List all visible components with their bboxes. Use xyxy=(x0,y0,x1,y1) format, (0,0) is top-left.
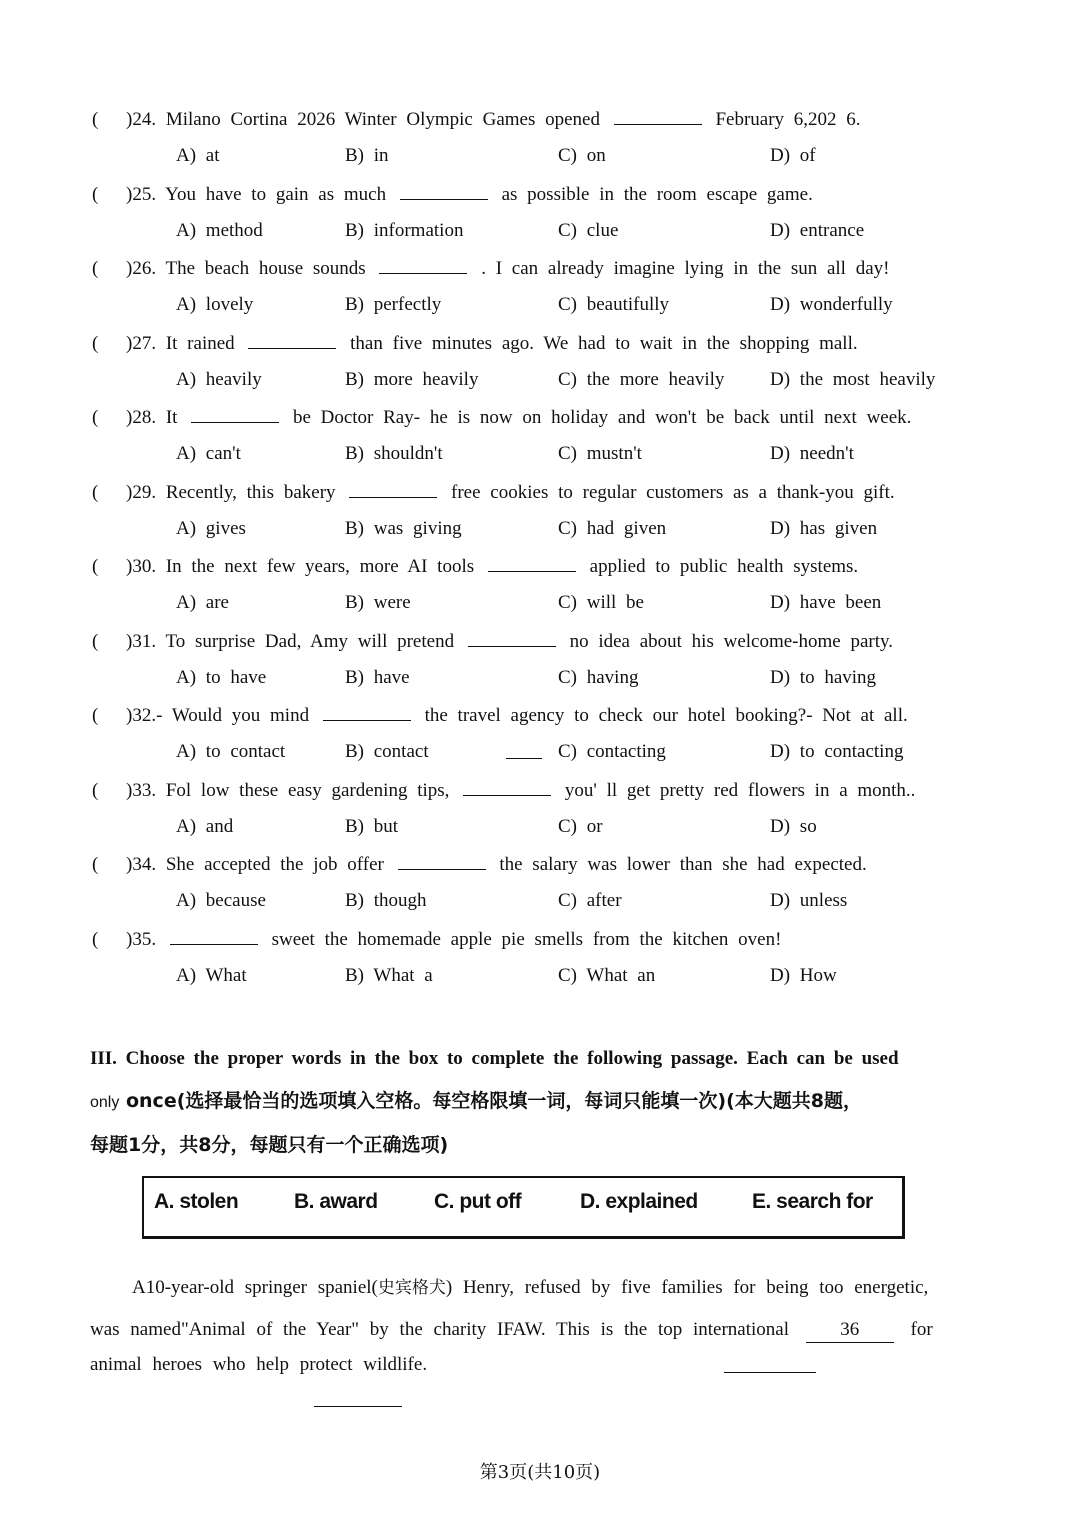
option-d[interactable]: D) entrance xyxy=(770,219,865,241)
answer-blank[interactable] xyxy=(400,183,488,200)
option-b[interactable]: B) shouldn't xyxy=(345,443,443,464)
page-footer: 第3页(共10页) xyxy=(479,1462,601,1483)
question-text-after: be Doctor Ray- he is now on holiday and won't be back until next week. xyxy=(292,407,912,428)
answer-blank[interactable] xyxy=(248,332,336,349)
section-3-only: only xyxy=(90,1094,120,1111)
stray-underline xyxy=(314,1406,402,1407)
answer-paren-close: ) xyxy=(126,779,133,801)
question-text-after: you' ll get pretty red flowers in a month.. xyxy=(564,779,916,801)
question-item xyxy=(0,555,1080,629)
option-c[interactable]: C) had given xyxy=(558,517,667,539)
answer-paren-open[interactable]: ( xyxy=(92,332,99,354)
option-c[interactable]: C) having xyxy=(558,666,639,688)
option-d[interactable]: D) of xyxy=(770,145,816,166)
passage-line-2 xyxy=(90,1318,970,1343)
answer-blank[interactable] xyxy=(463,779,551,796)
option-d[interactable]: D) needn't xyxy=(770,443,854,464)
stray-underline xyxy=(724,1372,816,1373)
option-a[interactable]: A) at xyxy=(176,145,220,166)
question-item xyxy=(0,481,1080,555)
option-c[interactable]: C) will be xyxy=(558,592,644,613)
answer-paren-close: ) xyxy=(126,705,133,726)
option-b[interactable]: B) were xyxy=(345,592,411,613)
option-a[interactable]: A) heavily xyxy=(176,368,262,390)
answer-paren-close: ) xyxy=(126,630,133,652)
question-number: 29. xyxy=(132,481,157,503)
answer-paren-open[interactable]: ( xyxy=(92,481,99,503)
answer-blank[interactable] xyxy=(349,481,437,498)
answer-paren-open[interactable]: ( xyxy=(92,258,99,279)
passage-text: A10-year-old springer spaniel( xyxy=(132,1277,378,1298)
question-text-before: She accepted the job offer xyxy=(165,854,384,875)
question-text-after: free cookies to regular customers as a thank-you gift. xyxy=(451,481,895,503)
question-number: 24. xyxy=(132,109,157,130)
question-text-after: February 6,202 6. xyxy=(715,109,861,130)
option-b[interactable]: B) information xyxy=(345,219,464,241)
answer-blank[interactable] xyxy=(323,704,411,721)
question-stem xyxy=(92,630,893,654)
question-stem xyxy=(92,928,781,952)
question-text-before: The beach house sounds xyxy=(165,258,366,279)
option-a[interactable]: A) method xyxy=(176,219,263,241)
question-number: 34. xyxy=(132,854,157,875)
question-stem xyxy=(92,853,867,877)
option-b[interactable]: B) in xyxy=(345,145,389,166)
question-item xyxy=(0,853,1080,927)
stray-underline xyxy=(506,758,542,759)
option-c[interactable]: C) mustn't xyxy=(558,443,642,464)
option-b[interactable]: B) more heavily xyxy=(345,368,479,390)
question-number: 26. xyxy=(132,258,157,279)
word-option-d: D. explained xyxy=(580,1190,698,1213)
question-text-before: It rained xyxy=(165,332,235,354)
answer-paren-open[interactable]: ( xyxy=(92,630,99,652)
option-a[interactable]: A) are xyxy=(176,592,229,613)
passage-line-3 xyxy=(90,1353,970,1377)
option-b[interactable]: B) though xyxy=(345,890,427,911)
passage-line-1 xyxy=(132,1276,1012,1300)
answer-blank[interactable] xyxy=(170,928,258,945)
question-item xyxy=(0,108,1080,182)
question-text-before: Recently, this bakery xyxy=(165,481,336,503)
option-a[interactable]: A) because xyxy=(176,890,266,911)
option-a[interactable]: A) and xyxy=(176,815,234,837)
question-number: 25. xyxy=(132,183,157,205)
question-number: 32.- xyxy=(132,705,163,726)
answer-blank[interactable] xyxy=(191,406,279,423)
question-item xyxy=(0,257,1080,331)
word-option-b: B. award xyxy=(294,1190,378,1213)
answer-paren-close: ) xyxy=(126,258,133,279)
option-d[interactable]: D) the most heavily xyxy=(770,368,936,390)
answer-paren-open[interactable]: ( xyxy=(92,854,99,875)
option-d[interactable]: D) to having xyxy=(770,666,877,688)
question-stem xyxy=(92,704,908,728)
option-d[interactable]: D) to contacting xyxy=(770,741,904,762)
option-d[interactable]: D) How xyxy=(770,964,837,986)
option-c[interactable]: C) or xyxy=(558,815,603,837)
option-b[interactable]: B) have xyxy=(345,666,410,688)
passage-text: for xyxy=(910,1319,933,1340)
question-text-before: Milano Cortina 2026 Winter Olympic Games opened xyxy=(165,109,600,130)
option-a[interactable]: A) gives xyxy=(176,517,246,539)
question-stem xyxy=(92,406,911,430)
answer-paren-open[interactable]: ( xyxy=(92,705,99,726)
question-text-after: . I can already imagine lying in the sun all day! xyxy=(481,258,890,279)
question-item xyxy=(0,779,1080,853)
answer-blank[interactable] xyxy=(614,108,702,125)
answer-paren-close: ) xyxy=(126,183,133,205)
section-3-title: III. Choose the proper words in the box to complete the following passage. Each can be used xyxy=(90,1048,899,1069)
question-stem xyxy=(92,257,889,281)
option-b[interactable]: B) contact xyxy=(345,741,429,762)
answer-paren-open[interactable]: ( xyxy=(92,779,99,801)
answer-paren-open[interactable]: ( xyxy=(92,183,99,205)
option-d[interactable]: D) have been xyxy=(770,592,882,613)
question-text-after: than five minutes ago. We had to wait in the shopping mall. xyxy=(350,332,858,354)
question-text-before: It xyxy=(165,407,178,428)
question-text-after: the salary was lower than she had expected. xyxy=(499,854,867,875)
answer-blank[interactable] xyxy=(488,555,576,572)
option-c[interactable]: C) clue xyxy=(558,219,619,241)
question-stem xyxy=(92,555,858,579)
question-text-before: Would you mind xyxy=(171,705,310,726)
word-option-c: C. put off xyxy=(434,1190,522,1213)
answer-paren-open[interactable]: ( xyxy=(92,556,99,577)
answer-paren-close: ) xyxy=(126,481,133,503)
answer-paren-close: ) xyxy=(126,407,133,428)
option-d[interactable]: D) has given xyxy=(770,517,878,539)
option-b[interactable]: B) perfectly xyxy=(345,294,442,315)
blank-36[interactable]: 36 xyxy=(806,1318,894,1343)
answer-paren-close: ) xyxy=(126,854,133,875)
question-item xyxy=(0,183,1080,257)
question-text-after: the travel agency to check our hotel booking?- Not at all. xyxy=(424,705,908,726)
option-b[interactable]: B) What a xyxy=(345,964,433,986)
option-a[interactable]: A) What xyxy=(176,964,247,986)
question-stem xyxy=(92,481,895,505)
question-text-after: no idea about his welcome-home party. xyxy=(569,630,894,652)
word-option-a: A. stolen xyxy=(154,1190,239,1213)
answer-paren-open[interactable]: ( xyxy=(92,109,99,130)
passage-text: animal heroes who help protect wildlife. xyxy=(90,1354,428,1375)
option-d[interactable]: D) wonderfully xyxy=(770,294,893,315)
question-item xyxy=(0,630,1080,704)
option-a[interactable]: A) to have xyxy=(176,666,267,688)
question-text-before: Fol low these easy gardening tips, xyxy=(165,779,450,801)
question-item xyxy=(0,928,1080,1002)
option-c[interactable]: C) after xyxy=(558,890,622,911)
question-stem xyxy=(92,183,813,207)
question-text-before: In the next few years, more AI tools xyxy=(165,556,475,577)
question-stem xyxy=(92,332,858,356)
section-3-heading xyxy=(90,1038,960,1167)
option-c[interactable]: C) the more heavily xyxy=(558,368,725,390)
question-number: 27. xyxy=(132,332,157,354)
question-text-after: sweet the homemade apple pie smells from the kitchen oven! xyxy=(271,928,782,950)
question-item xyxy=(0,406,1080,480)
passage-text: was named"Animal of the Year" by the charity IFAW. This is the top international xyxy=(90,1319,789,1340)
answer-paren-close: ) xyxy=(126,332,133,354)
answer-blank[interactable] xyxy=(379,257,467,274)
option-c[interactable]: C) contacting xyxy=(558,741,666,762)
question-stem xyxy=(92,779,915,803)
question-number: 33. xyxy=(132,779,157,801)
question-number: 35. xyxy=(132,928,157,950)
option-d[interactable]: D) so xyxy=(770,815,817,837)
question-text-before: You have to gain as much xyxy=(165,183,387,205)
answer-paren-close: ) xyxy=(126,556,133,577)
answer-paren-close: ) xyxy=(126,928,133,950)
question-stem xyxy=(92,108,861,132)
question-text-before: To surprise Dad, Amy will pretend xyxy=(165,630,455,652)
section-3-instructions-cn: once(选择最恰当的选项填入空格。每空格限填一词，每词只能填一次)(本大题共8题， xyxy=(119,1090,862,1112)
passage-text: ) Henry, refused by five families for being too energetic, xyxy=(445,1277,929,1298)
section-3-instructions-cn-2: 每题1分，共8分，每题只有一个正确选项) xyxy=(90,1134,449,1156)
option-b[interactable]: B) but xyxy=(345,815,399,837)
answer-blank[interactable] xyxy=(398,853,486,870)
option-a[interactable]: A) can't xyxy=(176,443,241,464)
question-number: 30. xyxy=(132,556,157,577)
word-option-e: E. search for xyxy=(752,1190,873,1213)
option-c[interactable]: C) beautifully xyxy=(558,294,670,315)
question-item xyxy=(0,332,1080,406)
option-b[interactable]: B) was giving xyxy=(345,517,462,539)
question-number: 28. xyxy=(132,407,157,428)
question-number: 31. xyxy=(132,630,157,652)
question-text-after: applied to public health systems. xyxy=(589,556,859,577)
question-item xyxy=(0,704,1080,778)
option-d[interactable]: D) unless xyxy=(770,890,848,911)
answer-paren-open[interactable]: ( xyxy=(92,928,99,950)
option-a[interactable]: A) lovely xyxy=(176,294,254,315)
option-c[interactable]: C) What an xyxy=(558,964,656,986)
answer-blank[interactable] xyxy=(468,630,556,647)
question-text-after: as possible in the room escape game. xyxy=(501,183,813,205)
answer-paren-open[interactable]: ( xyxy=(92,407,99,428)
option-c[interactable]: C) on xyxy=(558,145,606,166)
option-a[interactable]: A) to contact xyxy=(176,741,286,762)
word-box xyxy=(142,1176,905,1239)
answer-paren-close: ) xyxy=(126,109,133,130)
passage-text-cn: 史宾格犬 xyxy=(377,1278,446,1298)
